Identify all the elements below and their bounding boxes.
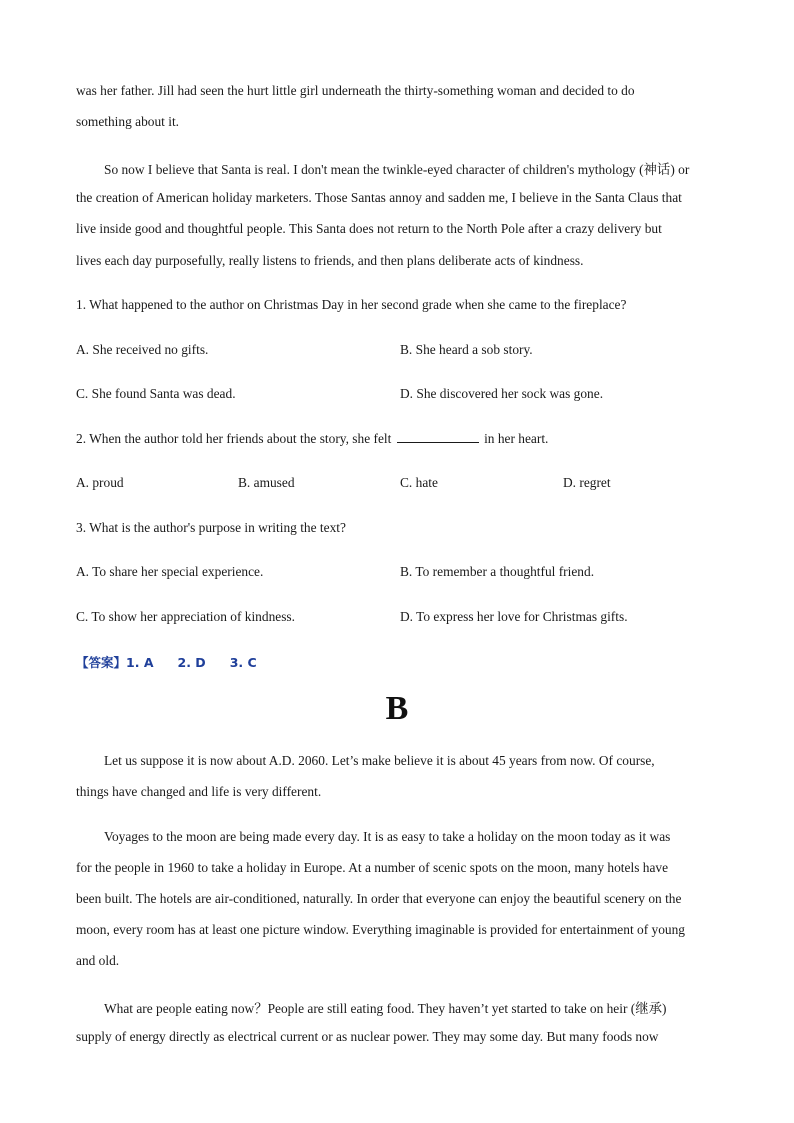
question-3-stem: 3. What is the author's purpose in writing the text? (76, 520, 346, 535)
question-1-option-c: C. She found Santa was dead. (76, 386, 236, 401)
answer-item: 2. D (177, 655, 206, 670)
question-2-stem-after: in her heart. (484, 431, 549, 446)
section-heading: B (385, 690, 409, 727)
question-2-stem (76, 431, 548, 447)
answer-key (76, 653, 257, 671)
question-2-option-b: B. amused (238, 475, 295, 490)
answer-label: 【答案】 (76, 655, 127, 670)
question-2-option-d: D. regret (563, 475, 611, 490)
question-3-option-b: B. To remember a thoughtful friend. (400, 564, 595, 579)
answer-item: 1. A (126, 655, 154, 670)
passage-line: the creation of American holiday marketers. Those Santas annoy and sadden me, I believe in the Santa Claus that (76, 190, 682, 205)
question-2-stem-before: 2. When the author told her friends about the story, she felt (76, 431, 392, 446)
question-1-option-d: D. She discovered her sock was gone. (400, 386, 604, 401)
answer-blank (397, 431, 479, 443)
question-1-option-b: B. She heard a sob story. (400, 342, 533, 357)
question-1-option-a: A. She received no gifts. (76, 342, 209, 357)
question-3-option-d: D. To express her love for Christmas gifts. (400, 609, 628, 624)
passage-line: What are people eating now？People are still eating food. They haven’t yet started to take on heir (继承) (104, 1001, 667, 1016)
passage-line: Voyages to the moon are being made every day. It is as easy to take a holiday on the moon today as it was (104, 829, 671, 844)
passage-line: for the people in 1960 to take a holiday in Europe. At a number of scenic spots on the moon, many hotels have (76, 860, 669, 875)
answer-item: 3. C (229, 655, 257, 670)
passage-line: been built. The hotels are air-conditioned, naturally. In order that everyone can enjoy the beautiful scenery on the (76, 891, 682, 906)
question-3-option-c: C. To show her appreciation of kindness. (76, 609, 295, 624)
passage-line: lives each day purposefully, really listens to friends, and then plans deliberate acts of kindness. (76, 253, 584, 268)
question-2-option-a: A. proud (76, 475, 124, 490)
passage-line: So now I believe that Santa is real. I don't mean the twinkle-eyed character of children's mythology (神话) or (104, 162, 690, 177)
passage-line: live inside good and thoughtful people. This Santa does not return to the North Pole after a crazy delivery but (76, 221, 662, 236)
question-1-stem: 1. What happened to the author on Christmas Day in her second grade when she came to the fireplace? (76, 297, 627, 312)
passage-line: Let us suppose it is now about A.D. 2060. Let’s make believe it is about 45 years from now. Of course, (104, 753, 655, 768)
passage-line: moon, every room has at least one picture window. Everything imaginable is provided for entertainment of young (76, 922, 685, 937)
passage-line: something about it. (76, 114, 180, 129)
passage-line: and old. (76, 953, 120, 968)
question-2-option-c: C. hate (400, 475, 438, 490)
passage-line: was her father. Jill had seen the hurt little girl underneath the thirty-something woman and decided to do (76, 83, 635, 98)
passage-line: things have changed and life is very different. (76, 784, 322, 799)
passage-line: supply of energy directly as electrical current or as nuclear power. They may some day. But many foods now (76, 1029, 659, 1044)
question-3-option-a: A. To share her special experience. (76, 564, 264, 579)
